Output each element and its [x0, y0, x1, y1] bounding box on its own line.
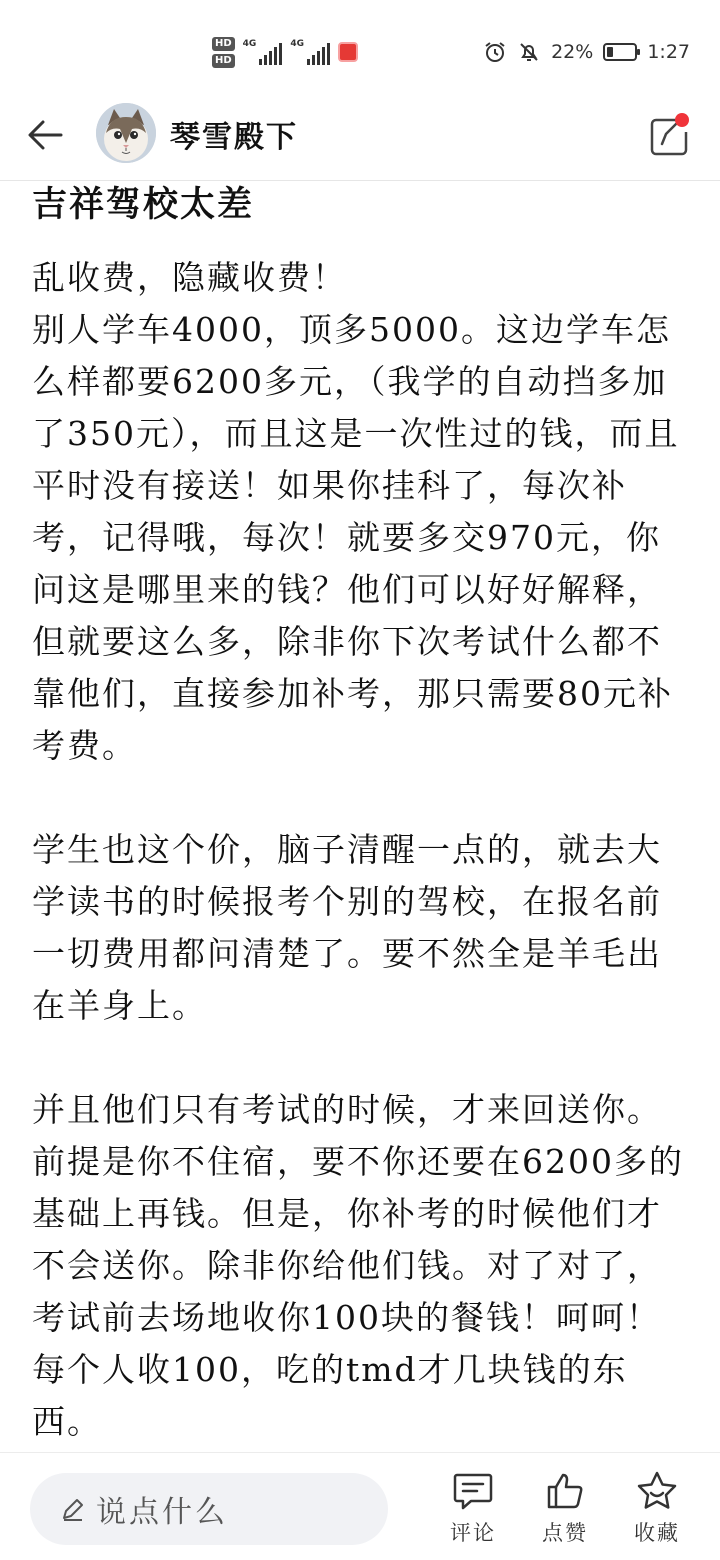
article-content	[32, 180, 692, 1452]
comment-placeholder: 说点什么	[96, 1495, 228, 1530]
battery-icon	[603, 43, 637, 61]
network-type-2: 4G	[290, 39, 304, 49]
back-button[interactable]	[22, 112, 68, 158]
hd-indicators	[212, 37, 235, 68]
like-button[interactable]	[530, 1469, 600, 1553]
cat-avatar-image	[96, 103, 156, 163]
notification-dot	[675, 113, 689, 127]
star-icon	[635, 1469, 679, 1513]
top-nav	[0, 100, 720, 180]
mute-bell-icon	[517, 40, 541, 64]
signal-icon-1	[243, 39, 283, 65]
hd-badge-1: HD	[212, 37, 235, 51]
bottom-action-bar	[0, 1452, 720, 1560]
status-right	[483, 34, 690, 70]
arrow-left-icon	[25, 115, 65, 155]
article-paragraph-2: 学生也这个价，脑子清醒一点的，就去大学读书的时候报考个别的驾校，在报名前一切费用都问清楚了。要不然全是羊毛出在羊身上。	[32, 830, 662, 1025]
signal-icon-2	[290, 39, 330, 65]
clock: 1:27	[647, 41, 690, 63]
favorite-button[interactable]	[622, 1469, 692, 1553]
thumbs-up-icon	[543, 1469, 587, 1513]
battery-percent: 22%	[551, 41, 594, 63]
comment-button[interactable]	[438, 1469, 508, 1553]
author-avatar[interactable]	[96, 103, 156, 163]
app-notification-icon	[338, 42, 358, 62]
pencil-icon	[60, 1496, 86, 1522]
article-body	[32, 252, 692, 1448]
article-paragraph-3: 并且他们只有考试的时候，才来回送你。前提是你不住宿，要不你还要在6200多的基础上再钱。但是，你补考的时候他们才不会送你。除非你给他们钱。对了对了，考试前去场地收你100块的餐钱！呵呵！每个人收100，吃的tmd才几块钱的东西。	[32, 1090, 684, 1441]
status-bar	[0, 0, 720, 100]
favorite-label: 收藏	[634, 1521, 680, 1545]
compose-button[interactable]	[646, 112, 694, 160]
comment-icon	[451, 1469, 495, 1513]
article-title: 吉祥驾校太差	[32, 184, 255, 225]
comment-label: 评论	[450, 1521, 496, 1545]
hd-badge-2: HD	[212, 54, 235, 68]
alarm-icon	[483, 40, 507, 64]
network-type-1: 4G	[242, 39, 257, 49]
comment-input[interactable]	[30, 1473, 388, 1545]
like-label: 点赞	[542, 1521, 588, 1545]
author-name[interactable]: 琴雪殿下	[170, 120, 298, 155]
status-left	[212, 32, 358, 72]
compose-icon	[646, 112, 694, 160]
article-paragraph-1: 乱收费，隐藏收费！ 别人学车4000，顶多5000。这边学车怎么样都要6200多元，（我学的自动挡多加了350元），而且这是一次性过的钱，而且平时没有接送！如果你挂科了，每次补考，记得哦，每次！就要多交970元，你问这是哪里来的钱？他们可以好好解释，但就要这么多，除非你下次考试什么都不靠他们，直接参加补考，那只需要80元补考费。	[32, 258, 680, 765]
